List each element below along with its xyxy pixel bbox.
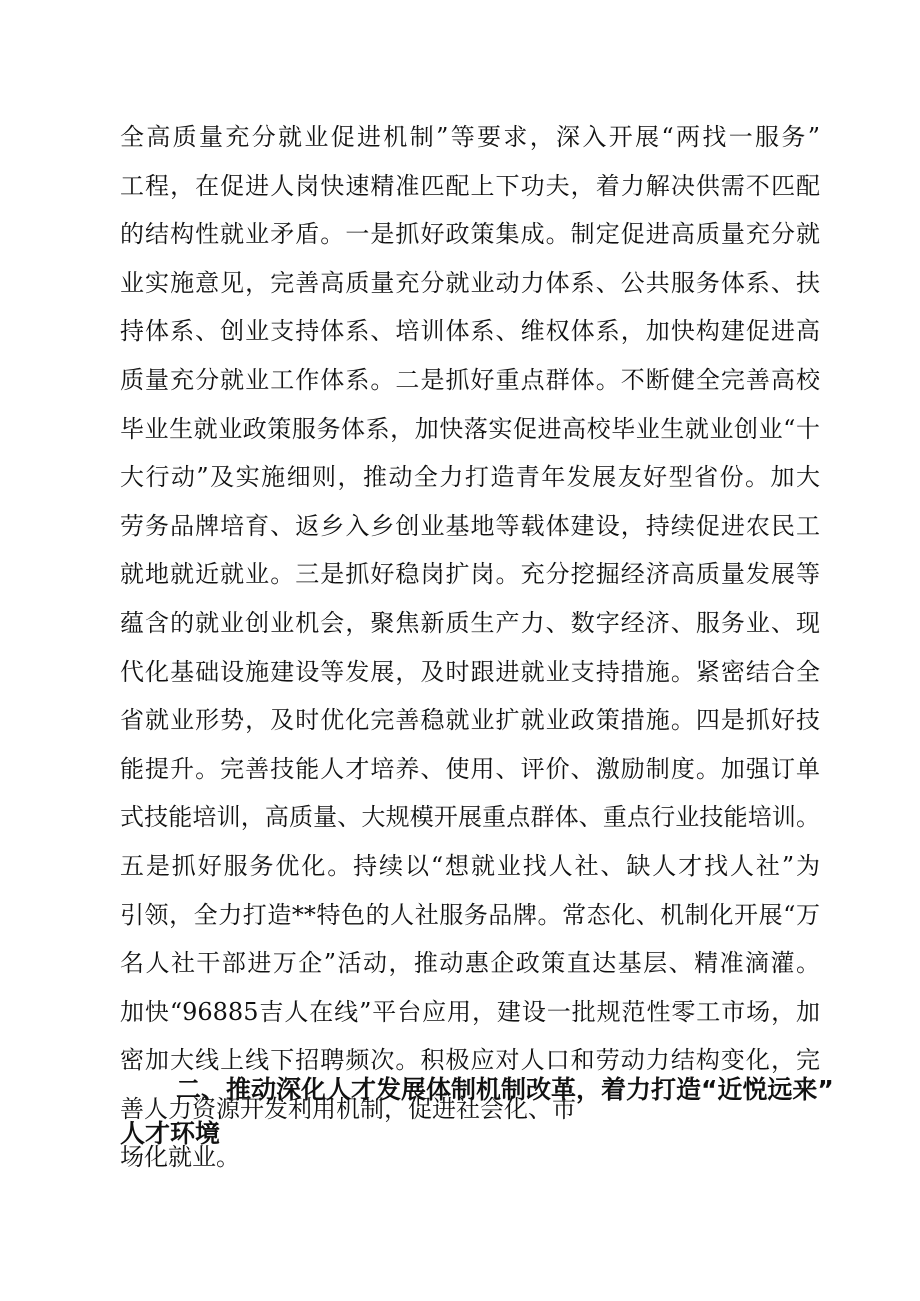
- paragraph-line: 省就业形势，及时优化完善稳就业扩就业政策措施。四是抓好技: [120, 706, 820, 735]
- paragraph-line: 引领，全力打造**特色的人社服务品牌。常态化、机制化开展“万: [120, 900, 820, 929]
- paragraph-line: 大行动”及实施细则，推动全力打造青年发展友好型省份。加大: [120, 463, 820, 492]
- body-paragraph: [120, 113, 820, 1182]
- paragraph-line: 场化就业。: [120, 1143, 240, 1172]
- paragraph-line: 善人力资源开发利用机制，促进社会化、市: [120, 1094, 576, 1123]
- section-heading: [120, 1068, 834, 1156]
- paragraph-line: 蕴含的就业创业机会，聚焦新质生产力、数字经济、服务业、现: [120, 608, 820, 637]
- paragraph-line: 全高质量充分就业促进机制”等要求，深入开展“两找一服务”: [120, 123, 820, 151]
- paragraph-line: 工程，在促进人岗快速精准匹配上下功夫，着力解决供需不匹配: [120, 171, 820, 200]
- section-heading-line-1: 二、推动深化人才发展体制机制改革，着力打造“近悦远来”: [176, 1075, 834, 1104]
- paragraph-line: 持体系、创业支持体系、培训体系、维权体系，加快构建促进高: [120, 317, 820, 346]
- paragraph-line: 五是抓好服务优化。持续以“想就业找人社、缺人才找人社”为: [120, 851, 820, 880]
- paragraph-line: 的结构性就业矛盾。一是抓好政策集成。制定促进高质量充分就: [120, 220, 820, 249]
- paragraph-line: 毕业生就业政策服务体系，加快落实促进高校毕业生就业创业“十: [120, 414, 820, 443]
- paragraph-line: 式技能培训，高质量、大规模开展重点群体、重点行业技能培训。: [120, 803, 820, 832]
- paragraph-line: 就地就近就业。三是抓好稳岗扩岗。充分挖掘经济高质量发展等: [120, 560, 820, 589]
- paragraph-line: 代化基础设施建设等发展，及时跟进就业支持措施。紧密结合全: [120, 657, 820, 686]
- paragraph-line: 能提升。完善技能人才培养、使用、评价、激励制度。加强订单: [120, 754, 820, 783]
- paragraph-line: 劳务品牌培育、返乡入乡创业基地等载体建设，持续促进农民工: [120, 511, 820, 540]
- paragraph-line: 加快“96885吉人在线”平台应用，建设一批规范性零工市场，加: [120, 997, 820, 1026]
- paragraph-line: 质量充分就业工作体系。二是抓好重点群体。不断健全完善高校: [120, 365, 820, 394]
- paragraph-line: 业实施意见，完善高质量充分就业动力体系、公共服务体系、扶: [120, 268, 820, 297]
- paragraph-line: 名人社干部进万企”活动，推动惠企政策直达基层、精准滴灌。: [120, 949, 820, 978]
- paragraph-line: 密加大线上线下招聘频次。积极应对人口和劳动力结构变化，完: [120, 1046, 820, 1075]
- section-heading-line-2: 人才环境: [120, 1119, 221, 1148]
